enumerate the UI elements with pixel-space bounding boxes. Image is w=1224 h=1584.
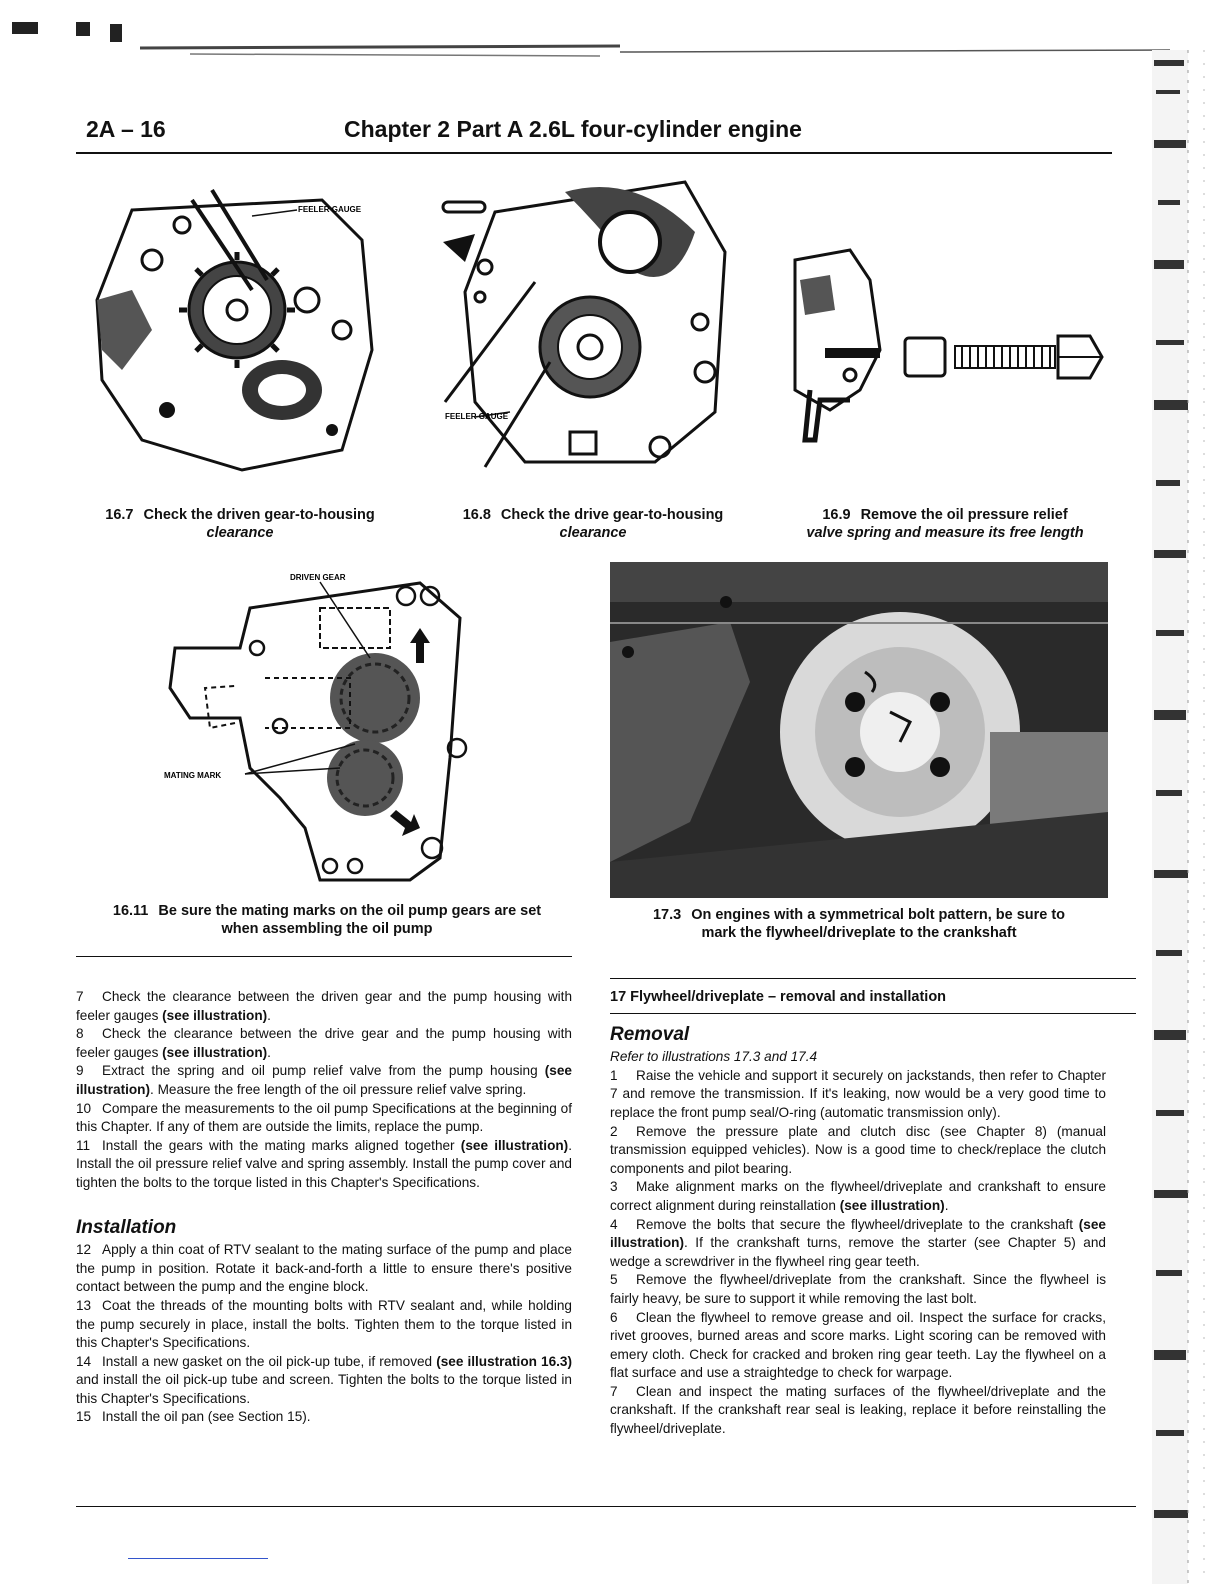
paragraph-13: 13 Coat the threads of the mounting bolts with RTV sealant and, while holding the pump securely in place, install the bolts. Tighten them to the torque listed in this Chapter's Specifications. [76,1297,572,1351]
page-header [76,112,1112,154]
paragraph-11: 11 Install the gears with the mating marks aligned together (see illustration). Install the oil pressure relief valve and spring assembly. Install the pump cover and tighten the bolts to the torque listed in this Chapter's Specifications. [76,1137,572,1190]
scan-noise-edge [1148,50,1224,1584]
paragraph-7: 7 Check the clearance between the driven gear and the pump housing with feeler gauges (see illustration). [76,989,572,1023]
mating-mark-label: MATING MARK [164,771,222,780]
figure-17-3-photo [610,562,1108,898]
subheading-removal: Removal [610,1023,690,1045]
paragraph-15: 15 Install the oil pan (see Section 15). [76,1409,311,1425]
footer-link-line [128,1558,268,1559]
figure-16-11-illustration [150,568,480,890]
divider-left [76,956,572,957]
refer-illustrations: Refer to illustrations 17.3 and 17.4 [610,1049,818,1065]
page-number: 2A – 16 [86,116,166,142]
paragraph-3: 3 Make alignment marks on the flywheel/driveplate and crankshaft to ensure correct alignment during reinstallation (see illustration). [610,1179,1106,1213]
right-column-text [610,988,1106,1439]
paragraph-2: 2 Remove the pressure plate and clutch disc (see Chapter 8) (manual transmission equipped vehicles). Now is a good time to check/replace the clutch components and pilot bearing. [610,1123,1106,1176]
chapter-title: Chapter 2 Part A 2.6L four-cylinder engine [344,116,802,142]
section-heading-17: 17 Flywheel/driveplate – removal and installation [610,989,947,1005]
divider-bottom [76,1506,1136,1507]
paragraph-1: 1 Raise the vehicle and support it securely on jackstands, then refer to Chapter 7 and remove the transmission. If it's leaking, now would be a very good time to replace the front pump seal/O-ring (automatic transmission only). [610,1067,1106,1120]
figure-16-7-illustration [92,180,392,480]
figure-17-3-caption: 17.3 On engines with a symmetrical bolt pattern, be sure to mark the flywheel/driveplate to the crankshaft [652,907,1066,941]
driven-gear-label: DRIVEN GEAR [290,573,346,582]
divider-right-sub [610,1013,1136,1014]
feeler-gauge-label: FEELER GAUGE [298,205,362,214]
paragraph-12: 12 Apply a thin coat of RTV sealant to the mating surface of the pump and place the pump in position. Rotate it back-and-forth a little to ensure there's positive contact between the pump and the engine block. [76,1242,572,1295]
paragraph-10: 10 Compare the measurements to the oil pump Specifications at the beginning of this Chapter. If any of them are outside the limits, replace the pump. [76,1100,572,1135]
divider-right-top [610,978,1136,979]
paragraph-6: 6 Clean the flywheel to remove grease and oil. Inspect the surface for cracks, rivet grooves, burned areas and score marks. Light scoring can be removed with emery cloth. Check for cracked and broken ring gear teeth. Lay the flywheel on a flat surface and use a straightedge to check for warpage. [610,1309,1106,1381]
paragraph-7: 7 Clean and inspect the mating surfaces of the flywheel/driveplate and the crankshaft. If the crankshaft rear seal is leaking, replace it before reinstalling the flywheel/driveplate. [610,1383,1106,1437]
feeler-gauge-label-2: FEELER GAUGE [445,412,509,421]
figure-16-9-caption: 16.9 Remove the oil pressure relief valve spring and measure its free length [806,507,1084,541]
figure-16-7-caption: 16.7 Check the driven gear-to-housing clearance [105,507,375,541]
left-column-text [76,988,572,1427]
figure-16-8-caption: 16.8 Check the drive gear-to-housing clearance [462,507,724,541]
paragraph-8: 8 Check the clearance between the drive gear and the pump housing with feeler gauges (see illustration). [76,1026,572,1060]
figure-16-8-illustration [435,172,745,472]
figure-16-11-caption: 16.11 Be sure the mating marks on the oil pump gears are set when assembling the oil pump [112,903,542,937]
paragraph-9: 9 Extract the spring and oil pump relief valve from the pump housing (see illustration). Measure the free length of the oil pressure relief valve spring. [76,1063,572,1097]
subheading-installation: Installation [76,1216,177,1238]
paragraph-14: 14 Install a new gasket on the oil pick-up tube, if removed (see illustration 16.3) and install the oil pick-up tube and screen. Tighten the bolts to the torque listed in this Chapter's Specifications. [76,1353,572,1406]
paragraph-4: 4 Remove the bolts that secure the flywheel/driveplate to the crankshaft (see illustration). If the crankshaft turns, remove the starter (see Chapter 5) and wedge a screwdriver in the flywheel ring gear teeth. [610,1216,1106,1269]
scan-noise-top [0,0,1224,70]
figure-16-9-illustration [790,240,1110,450]
paragraph-5: 5 Remove the flywheel/driveplate from the crankshaft. Since the flywheel is fairly heavy, be sure to support it while removing the last bolt. [610,1272,1106,1306]
